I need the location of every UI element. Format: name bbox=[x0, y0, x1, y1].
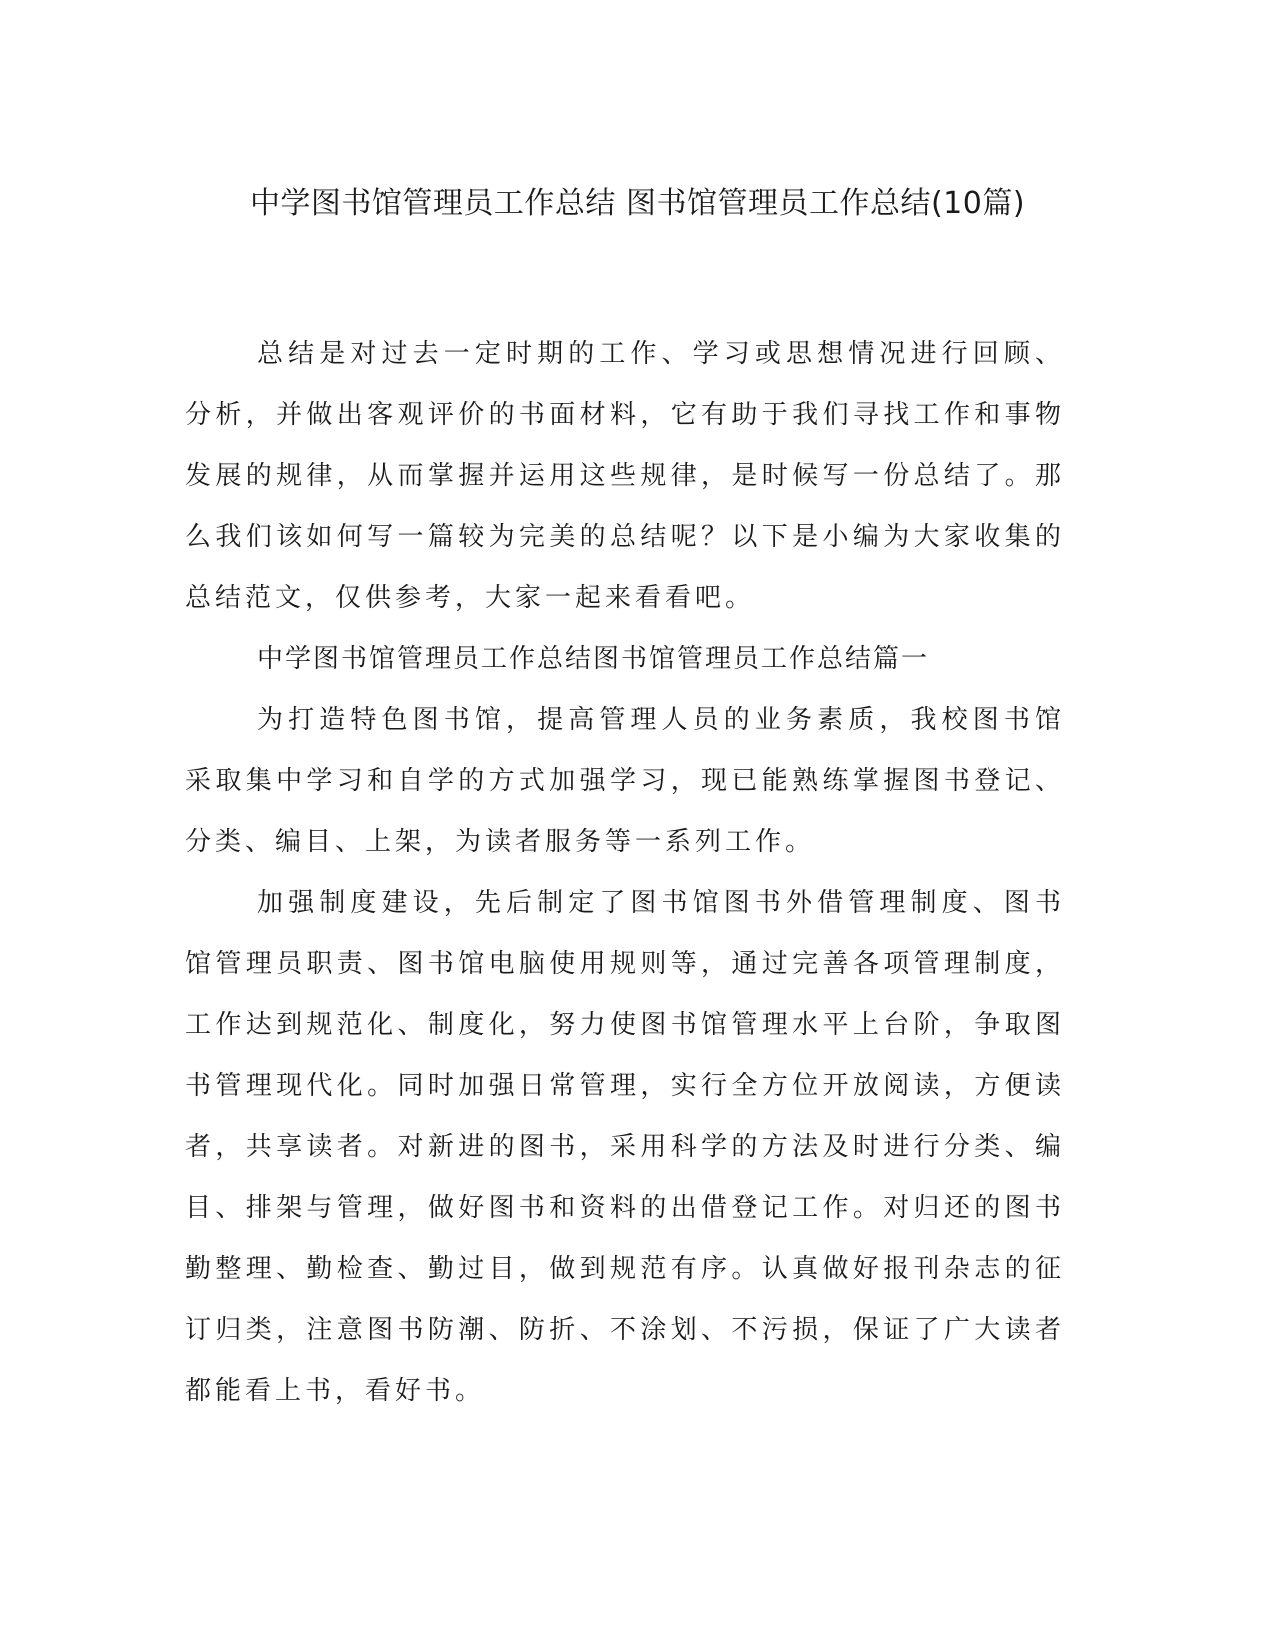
body-paragraph: 加强制度建设，先后制定了图书馆图书外借管理制度、图书馆管理员职责、图书馆电脑使用规则等，通过完善各项管理制度，工作达到规范化、制度化，努力使图书馆管理水平上台阶，争取图书管理现代化。同时加强日常管理，实行全方位开放阅读，方便读者，共享读者。对新进的图书，采用科学的方法及时进行分类、编目、排架与管理，做好图书和资料的出借登记工作。对归还的图书勤整理、勤检查、勤过目，做到规范有序。认真做好报刊杂志的征订归类，注意图书防潮、防折、不涂划、不污损，保证了广大读者都能看上书，看好书。 bbox=[185, 888, 1065, 1406]
intro-paragraph: 总结是对过去一定时期的工作、学习或思想情况进行回顾、分析，并做出客观评价的书面材料，它有助于我们寻找工作和事物发展的规律，从而掌握并运用这些规律，是时候写一份总结了。那么我们该如何写一篇较为完美的总结呢？以下是小编为大家收集的总结范文，仅供参考，大家一起来看看吧。 bbox=[185, 339, 1065, 613]
body-paragraph: 为打造特色图书馆，提高管理人员的业务素质，我校图书馆采取集中学习和自学的方式加强学习，现已能熟练掌握图书登记、分类、编目、上架，为读者服务等一系列工作。 bbox=[185, 705, 1065, 857]
section-heading: 中学图书馆管理员工作总结图书馆管理员工作总结篇一 bbox=[257, 644, 930, 674]
document-body bbox=[185, 324, 1065, 1422]
document-title: 中学图书馆管理员工作总结 图书馆管理员工作总结(10篇) bbox=[249, 186, 1026, 221]
